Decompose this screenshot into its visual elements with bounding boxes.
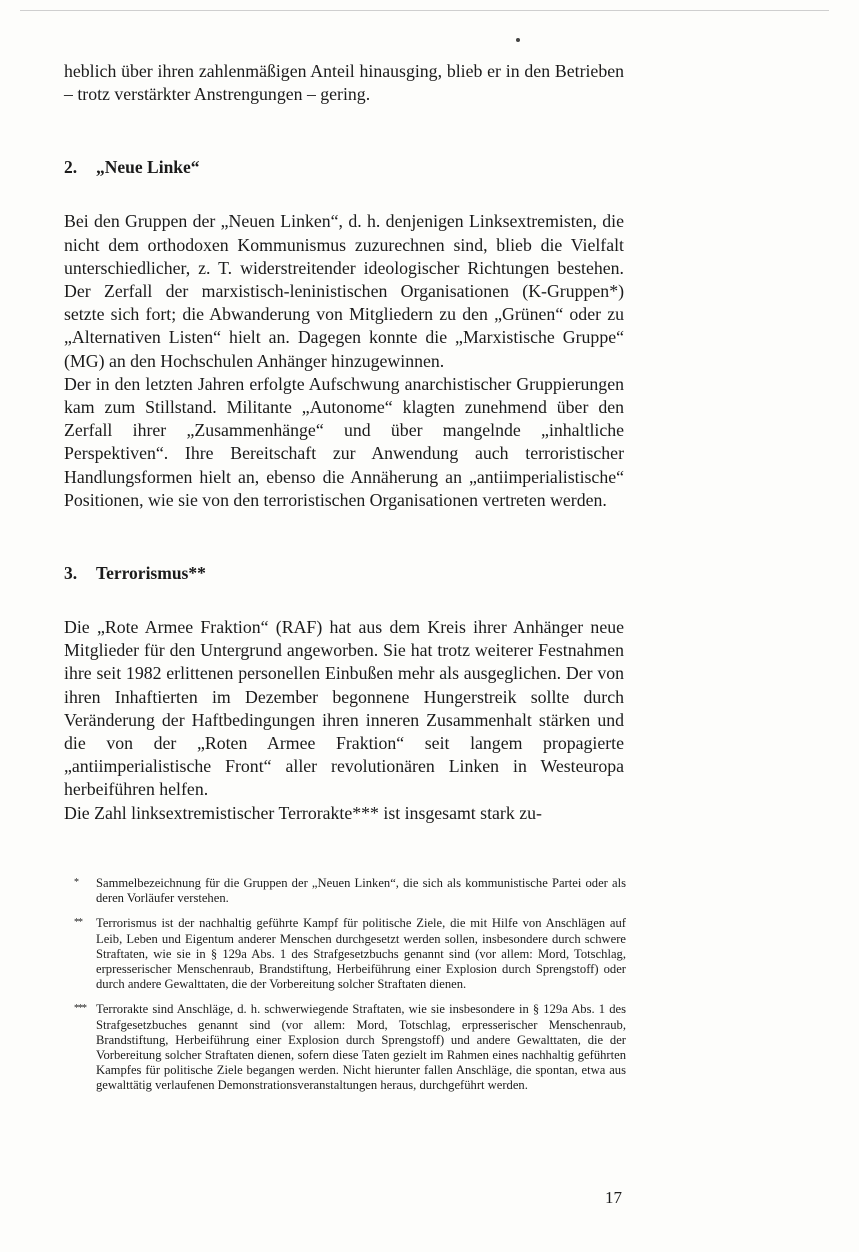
footnote-text: Terrorakte sind Anschläge, d. h. schwerwiegende Straftaten, wie sie insbesondere in § 129a Abs. 1 des Strafgesetzbuches genannt sind (vor allem: Mord, Totschlag, erpresserischer Menschenraub, Brandstiftung, Herbeiführung einer Explosion durch Sprengstoff) und andere Gewalttaten, die der Vorbereitung solcher Straftaten dienen, sofern diese Taten gezielt im Rahmen eines nachhaltig geführten Kampfes für politische Ziele begangen werden. Nicht hierunter fallen Anschläge, die spontan, etwa aus gewalttätig verlaufenen Demonstrationsveranstaltungen heraus, durchgeführt werden. (96, 1002, 626, 1093)
page-number: 17 (605, 1188, 622, 1207)
scan-speck (516, 38, 520, 42)
section-number: 3. (64, 563, 78, 584)
footnote-text: Sammelbezeichnung für die Gruppen der „Neuen Linken“, die sich als kommunistische Partei oder als deren Vorläufer verstehen. (96, 876, 626, 906)
footnote (76, 916, 626, 992)
footnote (76, 876, 626, 906)
footnotes (76, 876, 626, 1104)
paragraph-neue-linke-2: Der in den letzten Jahren erfolgte Aufschwung anarchistischer Gruppierungen kam zum Stillstand. Militante „Autonome“ klagten zunehmend über den Zerfall ihrer „Zusammenhänge“ und über mangelnde „inhaltliche Perspektiven“. Ihre Bereitschaft zur Anwendung auch terroristischer Handlungsformen hielt an, ebenso die Annäherung an „antiimperialistische“ Positionen, wie sie von den terroristischen Organisationen vertreten werden. (64, 373, 624, 510)
paragraph-terrorismus-1: Die „Rote Armee Fraktion“ (RAF) hat aus dem Kreis ihrer Anhänger neue Mitglieder für den Untergrund angeworben. Sie hat trotz weiterer Festnahmen ihre seit 1982 erlittenen personellen Einbußen mehr als ausgeglichen. Der von ihren Inhaftierten im Dezember begonnene Hungerstreik sollte durch Veränderung der Haftbedingungen ihren inneren Zusammenhalt stärken und die von der „Roten Armee Fraktion“ seit langem propagierte „antiimperialistische Front“ aller revolutionären Linken in Westeuropa herbeiführen helfen. (64, 617, 624, 800)
footnote (76, 1002, 626, 1093)
footnote-mark: *** (74, 1003, 86, 1015)
section-number: 2. (64, 157, 78, 178)
paragraph-terrorismus-2: Die Zahl linksextremistischer Terrorakte*** ist insgesamt stark zu- (64, 802, 542, 823)
section-heading-terrorismus (64, 562, 624, 585)
footnote-text: Terrorismus ist der nachhaltig geführte Kampf für politische Ziele, die mit Hilfe von Anschlägen auf Leib, Leben und Eigentum anderer Menschen durchgesetzt werden sollen, insbesondere durch schwere Straftaten, wie sie in § 129a Abs. 1 des Strafgesetzbuchs genannt sind (vor allem: Mord, Totschlag, erpresserischer Menschenraub, Brandstiftung, Herbeiführung einer Explosion durch Sprengstoff) oder durch andere Gewalttaten, die der Vorbereitung solcher Straftaten dienen. (96, 916, 626, 992)
section-heading-neue-linke (64, 156, 624, 179)
section-title: „Neue Linke“ (96, 157, 200, 178)
intro-paragraph: heblich über ihren zahlenmäßigen Anteil hinausging, blieb er in den Betrieben – trotz verstärkter Anstrengungen – gering. (64, 61, 624, 105)
footnote-mark: ** (74, 917, 82, 929)
paragraph-neue-linke-1: Bei den Gruppen der „Neuen Linken“, d. h. denjenigen Linksextremisten, die nicht dem orthodoxen Kommunismus zuzurechnen sind, blieb die Vielfalt unterschiedlicher, z. T. widerstreitender ideologischer Richtungen bestehen. Der Zerfall der marxistisch-leninistischen Organisationen (K-Gruppen*) setzte sich fort; die Abwanderung von Mitgliedern zu den „Grünen“ oder zu „Alternativen Listen“ hielt an. Dagegen konnte die „Marxistische Gruppe“ (MG) an den Hochschulen Anhänger hinzugewinnen. (64, 211, 624, 371)
page-body (64, 60, 624, 825)
scan-edge-line (20, 10, 829, 11)
section-title: Terrorismus** (96, 563, 206, 584)
footnote-mark: * (74, 877, 78, 888)
